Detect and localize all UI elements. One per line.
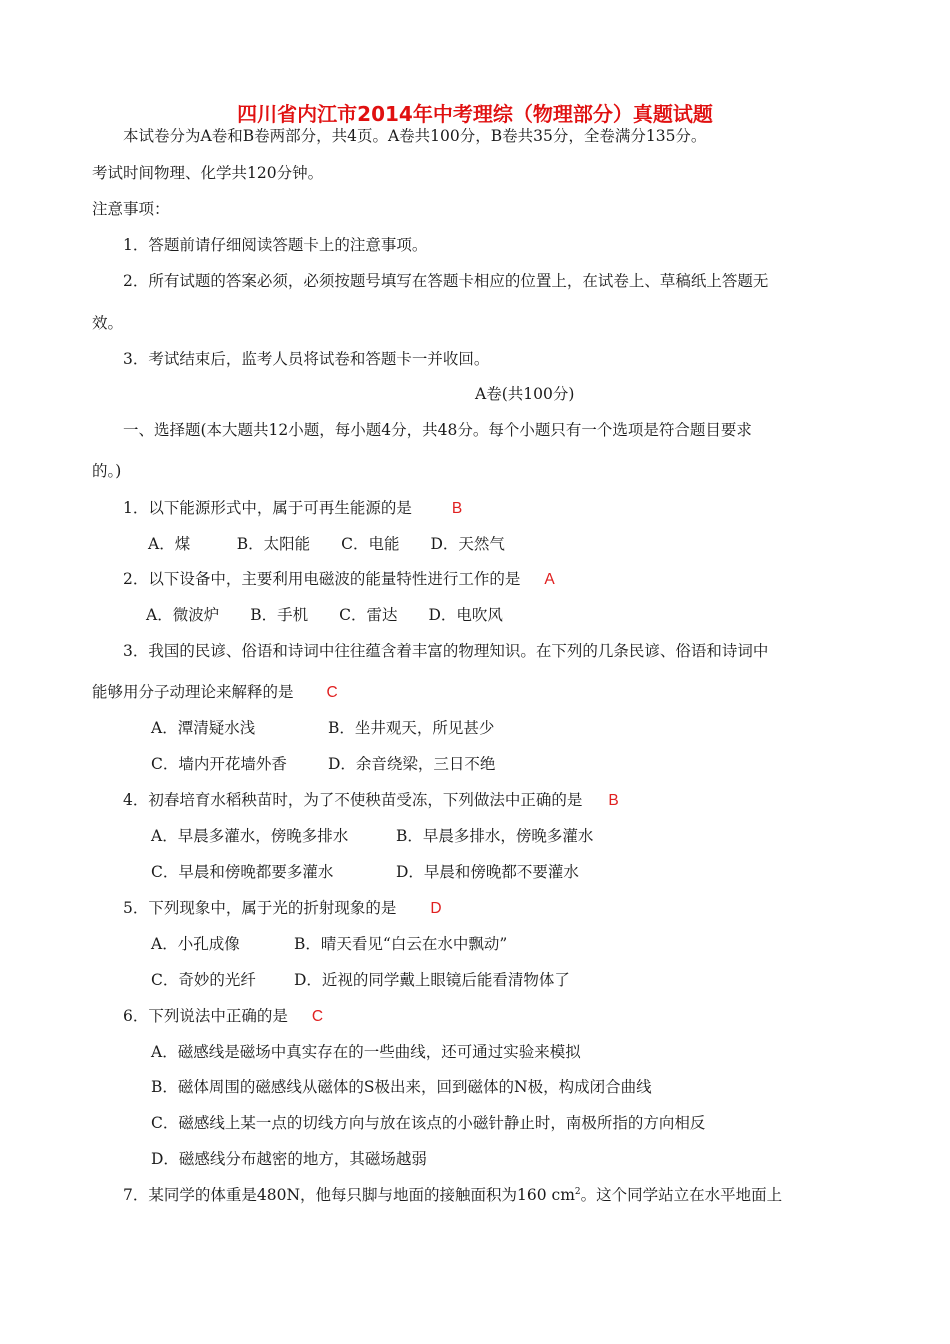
question-stem	[123, 569, 555, 590]
option: B．晴天看见“白云在水中飘动”	[294, 935, 508, 953]
option: A．小孔成像	[151, 935, 240, 953]
question-stem	[123, 1185, 782, 1205]
part-heading: 一、选择题(本大题共12小题，每小题4分，共48分。每个小题只有一个选项是符合题目要求	[123, 421, 752, 439]
page-title: 四川省内江市2014年中考理综（物理部分）真题试题	[237, 102, 713, 126]
intro-line: 考试时间物理、化学共120分钟。	[92, 164, 324, 182]
option: D．早晨和傍晚都不要灌水	[396, 863, 579, 881]
option: D．近视的同学戴上眼镜后能看清物体了	[294, 971, 570, 989]
option: B．早晨多排水，傍晚多灌水	[396, 827, 594, 845]
part-heading: 的。)	[92, 462, 122, 480]
question-text: 4．初春培育水稻秧苗时，为了不使秧苗受冻，下列做法中正确的是	[123, 791, 583, 809]
answer-mark: B	[608, 792, 619, 809]
option: C．奇妙的光纤	[151, 971, 256, 989]
question-text: 1．以下能源形式中，属于可再生能源的是	[123, 499, 412, 517]
answer-mark: C	[326, 684, 338, 701]
question-stem	[123, 1006, 323, 1027]
question-stem: 3．我国的民谚、俗语和诗词中往往蕴含着丰富的物理知识。在下列的几条民谚、俗语和诗词中	[123, 642, 769, 660]
question-text: 7．某同学的体重是480N，他每只脚与地面的接触面积为160 cm	[123, 1186, 575, 1204]
notes-heading: 注意事项：	[92, 200, 170, 218]
option: C．早晨和傍晚都要多灌水	[151, 863, 334, 881]
option: C．墙内开花墙外香	[151, 755, 287, 773]
answer-mark: C	[311, 1008, 324, 1025]
question-text: 2．以下设备中，主要利用电磁波的能量特性进行工作的是	[123, 570, 521, 588]
question-text: 5．下列现象中，属于光的折射现象的是	[123, 899, 397, 917]
option: B．磁体周围的磁感线从磁体的S极出来，回到磁体的N极，构成闭合曲线	[151, 1078, 652, 1096]
option: A．磁感线是磁场中真实存在的一些曲线，还可通过实验来模拟	[151, 1043, 581, 1061]
option: B．坐井观天，所见甚少	[328, 719, 495, 737]
note-item: 3．考试结束后，监考人员将试卷和答题卡一并收回。	[123, 350, 490, 368]
option: A．早晨多灌水，傍晚多排水	[151, 827, 349, 845]
question-text: 能够用分子动理论来解释的是	[92, 683, 294, 701]
question-stem	[123, 790, 619, 811]
option: C．磁感线上某一点的切线方向与放在该点的小磁针静止时，南极所指的方向相反	[151, 1114, 706, 1132]
section-heading: A卷(共100分)	[475, 385, 575, 403]
question-stem	[92, 682, 338, 703]
answer-mark: A	[544, 571, 555, 588]
question-text: 6．下列说法中正确的是	[123, 1007, 288, 1025]
option: D．磁感线分布越密的地方，其磁场越弱	[151, 1150, 427, 1168]
note-item: 效。	[92, 314, 124, 332]
option: D．余音绕梁，三日不绝	[328, 755, 496, 773]
question-stem	[123, 498, 462, 519]
option: A．潭清疑水浅	[151, 719, 256, 737]
note-item: 2．所有试题的答案必须，必须按题号填写在答题卡相应的位置上，在试卷上、草稿纸上答题无	[123, 272, 769, 290]
question-options: A．微波炉 B．手机 C．雷达 D．电吹风	[146, 606, 503, 624]
question-options: A．煤 B．太阳能 C．电能 D．天然气	[148, 535, 505, 553]
answer-mark: B	[451, 500, 463, 517]
question-stem	[123, 898, 442, 919]
note-item: 1．答题前请仔细阅读答题卡上的注意事项。	[123, 236, 428, 254]
answer-mark: D	[430, 900, 442, 917]
superscript: 2	[574, 1186, 581, 1197]
question-text: 。这个同学站立在水平地面上	[580, 1186, 783, 1204]
intro-line: 本试卷分为A卷和B卷两部分，共4页。A卷共100分，B卷共35分，全卷满分135分。	[123, 127, 707, 145]
